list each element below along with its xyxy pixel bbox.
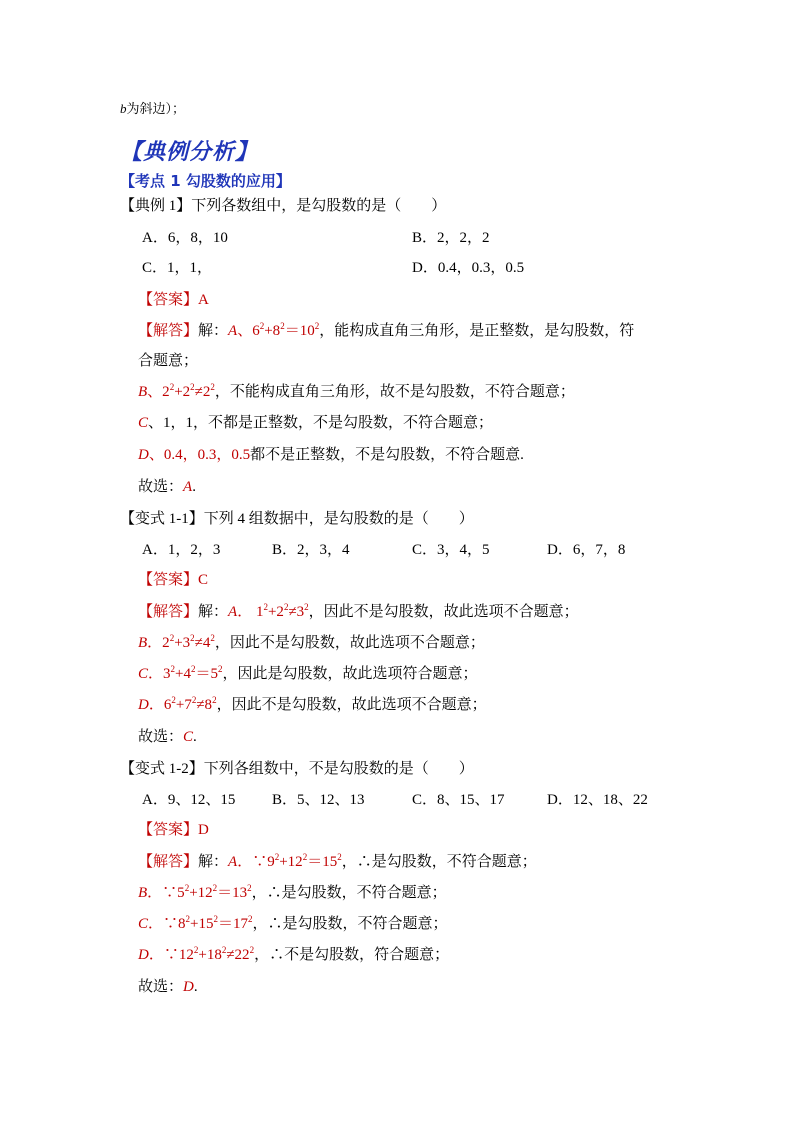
ex1-solution-c: C、1，1，不都是正整数，不是勾股数，不符合题意；: [138, 415, 494, 431]
ex1-answer: 【答案】A: [138, 292, 209, 308]
ex2-solution-c: C．$3^2+4^2=5^2$，因此是勾股数，故此选项符合题意；: [138, 664, 478, 682]
ex3-option-c: C．8、15、17: [412, 792, 505, 808]
ex2-solution-d: D．$6^2+7^2\ne 8^2$，因此不是勾股数，故此选项不合题意；: [138, 695, 487, 713]
example-3-question: 【变式 1-2】下列各组数中，不是勾股数的是（ ）: [120, 761, 474, 777]
continued-line: b为斜边）；: [120, 101, 186, 116]
ex2-option-c: C．3，4，5: [412, 542, 490, 558]
ex1-option-d: D．0.4，0.3，0.5: [412, 260, 525, 276]
ex1-solution-a-cont: 合题意；: [138, 353, 199, 369]
ex2-solution-b: B．$2^2+3^2\ne 4^2$，因此不是勾股数，故此选项不合题意；: [138, 633, 485, 651]
ex2-option-b: B．2，3，4: [272, 542, 350, 558]
example-1-question: 【典例 1】下列各数组中，是勾股数的是（ ）: [120, 198, 447, 214]
ex3-solution-b: B．$\because 5^2+12^2=13^2$，∴是勾股数，不符合题意；: [138, 883, 447, 901]
kaodian-heading: 【考点 1 勾股数的应用】: [120, 172, 291, 190]
ex2-answer: 【答案】C: [138, 572, 209, 588]
ex3-solution-a: 【解答】解：A．$\because 9^2+12^2=15^2$，∴是勾股数，不符合题意；: [138, 852, 537, 870]
ex3-solution-d: D．$\because 12^2+18^2\ne 22^2$，∴不是勾股数，符合题意；: [138, 945, 450, 963]
ex3-solution-c: C．$\because 8^2+15^2=17^2$，∴是勾股数，不符合题意；: [138, 914, 448, 932]
ex1-solution-d: D、0.4，0.3，0.5都不是正整数，不是勾股数，不符合题意.: [138, 447, 524, 463]
ex1-solution-a: 【解答】解：A、$6^2+8^2=10^2$，能构成直角三角形，是正整数，是勾股数，符: [138, 321, 635, 339]
section-title: 【典例分析】: [120, 139, 259, 165]
ex1-option-a: A．6，8，10: [142, 230, 228, 246]
ex3-option-a: A．9、12、15: [142, 792, 236, 808]
ex3-option-d: D．12、18、22: [547, 792, 648, 808]
ex2-option-d: D．6，7，8: [547, 542, 626, 558]
var-b: b: [120, 101, 127, 116]
ex2-choose: 故选：C.: [138, 729, 197, 745]
ex1-option-c: C．1，1，: [142, 260, 213, 276]
ex2-solution-a: 【解答】解：A． $1^2+2^2\ne 3^2$，因此不是勾股数，故此选项不合题意；: [138, 602, 579, 620]
ex1-solution-b: B、$2^2+2^2\ne 2^2$，不能构成直角三角形，故不是勾股数，不符合题意；: [138, 382, 575, 400]
ex2-option-a: A．1，2，3: [142, 542, 221, 558]
example-2-question: 【变式 1-1】下列 4 组数据中，是勾股数的是（ ）: [120, 511, 474, 527]
ex3-option-b: B．5、12、13: [272, 792, 365, 808]
ex1-choose: 故选：A.: [138, 479, 196, 495]
ex3-choose: 故选：D.: [138, 979, 198, 995]
ex1-option-b: B．2，2，2: [412, 230, 490, 246]
ex3-answer: 【答案】D: [138, 822, 209, 838]
